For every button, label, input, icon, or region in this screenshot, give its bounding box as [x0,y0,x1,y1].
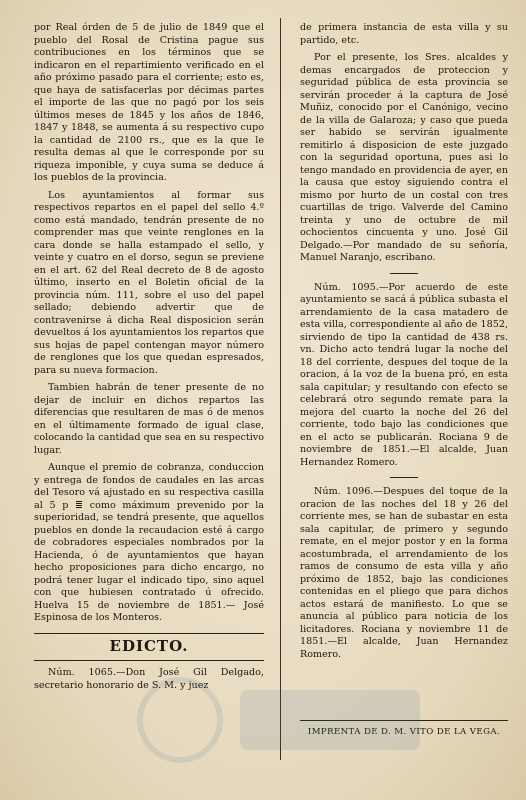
edicto-heading: EDICTO. [109,636,189,655]
paragraph-ayuntamientos-repartos: Los ayuntamientos al formar sus respectivos repartos en el papel del sello 4.º como está mandado, tendrán presente de no comprender mas que veinte renglones en la cara donde se halla estampado el sello, y veinte y cuatro en el dorso, segun se previene en el art. 62 del Real decreto de 8 de agosto último, inserto en el Boletin oficial de la provincia núm. 111, sobre el uso del papel sellado; debiendo advertir que de contravenirse á dicha Real disposicion serán devueltos á los ayuntamientos los repartos que sus hojas de papel contengan mayor número de renglones que los que quedan espresados, para su nueva formacion. [34,189,264,376]
paragraph-diferencias: Tambien habrán de tener presente de no dejar de incluir en dichos repartos las diferencias que resultaren de mas ó de menos en el últimamente formado de igual clase, colocando la cantidad que sea en su respectivo lugar. [34,382,264,456]
short-divider-2 [390,477,418,478]
paragraph-partido: de primera instancia de esta villa y su partido, etc. [300,22,508,46]
imprint-footer [300,720,508,737]
short-divider [390,273,418,274]
paragraph-captura-muniz: Por el presente, los Sres. alcaldes y demas encargados de proteccion y seguridad pública de esta provincia se servirán proceder á la captura de José Muñiz, conocido por el Canónigo, vecino de la villa de Galaroza; y caso que pueda ser habido se servirán igualmente remitirlo á disposicion de este juzgado con la seguridad oportuna, pues asi lo tengo mandado en providencia de ayer, en la causa que estoy siguiendo contra el mismo por hurto de un costal con tres cuartillas de trigo. Valverde del Camino treinta y uno de octubre de mil ochocientos cincuenta y uno. José Gil Delgado.—Por mandado de su señoría, Manuel Naranjo, escribano. [300,52,508,263]
paragraph-num-1096: Núm. 1096.—Despues del toque de la oracion de las noches del 18 y 26 del corriente mes, se han de subastar en esta sala capitular, de primero y segundo remate, en el mejor postor y en la forma acostumbrada, el arrendamiento de los ramos de consumo de esta villa y año próximo de 1852, bajo las condiciones contenidas en el pliego que para dichos actos estará de manifiesto. Lo que se anuncia al público para noticia de los licitadores. Rociana y noviembre 11 de 1851.—El alcalde, Juan Hernandez Romero. [300,486,508,660]
paragraph-rosal-contribuciones: por Real órden de 5 de julio de 1849 que el pueblo del Rosal de Cristina pague sus contribuciones en los términos que se indicaron en el repartimiento verificado en el año próximo pasado para el corriente; esto es, que haya de satisfacerlas por décimas partes el importe de las que no pagó por los seis últimos meses de 1845 y los años de 1846, 1847 y 1848, se aumenta á su respectivo cupo la cantidad de 2100 rs., que es la que le resulta demas al que le corresponde por su riqueza imponible, y cuya suma se deduce á los pueblos de la provincia. [34,22,264,183]
section-divider [34,633,264,634]
paragraph-num-1095: Núm. 1095.—Por acuerdo de este ayuntamiento se sacá á pública subasta el arrendamiento de la casa matadero de esta villa, correspondiente al año de 1852, sirviendo de tipo la cantidad de 438 rs. vn. Dicho acto tendrá lugar la noche del 18 del corriente, despues del toque de la oracion, á la voz de la buena pró, en esta sala capitular; y resultando con efecto se celebrará otro segundo remate para la mejora del cuarto la noche del 26 del corriente, todo bajo las condiciones que en el acto se publicarán. Rociana 9 de noviembre de 1851.—El alcalde, Juan Hernandez Romero. [300,281,508,468]
right-column [300,22,508,666]
paragraph-num-1065: Núm. 1065.—Don José Gil Delgado, secretario honorario de S. M. y juez [34,667,264,691]
edicto-divider [34,660,264,661]
column-rule [280,18,281,760]
imprint-rule [300,720,508,721]
imprint-text: IMPRENTA DE D. M. VITO DE LA VEGA. [307,727,501,737]
left-column [34,22,264,697]
paragraph-premio-cobranza: Aunque el premio de cobranza, conduccion y entrega de fondos de caudales en las arcas del Tesoro vá ajustado en su respectiva casilla al 5 p ≣ como máximum prevenido por la superioridad, se tendrá presente, que aquellos pueblos en donde la recaudacion esté á cargo de cobradores especiales nombrados por la Hacienda, ó de ayuntamientos que hayan hecho proposiciones para dicho encargo, no podrá tener lugar el indicado tipo, sino aquel con que hubiesen contratado ú ofrecido. Huelva 15 de noviembre de 1851.— José Espinosa de los Monteros. [34,462,264,623]
